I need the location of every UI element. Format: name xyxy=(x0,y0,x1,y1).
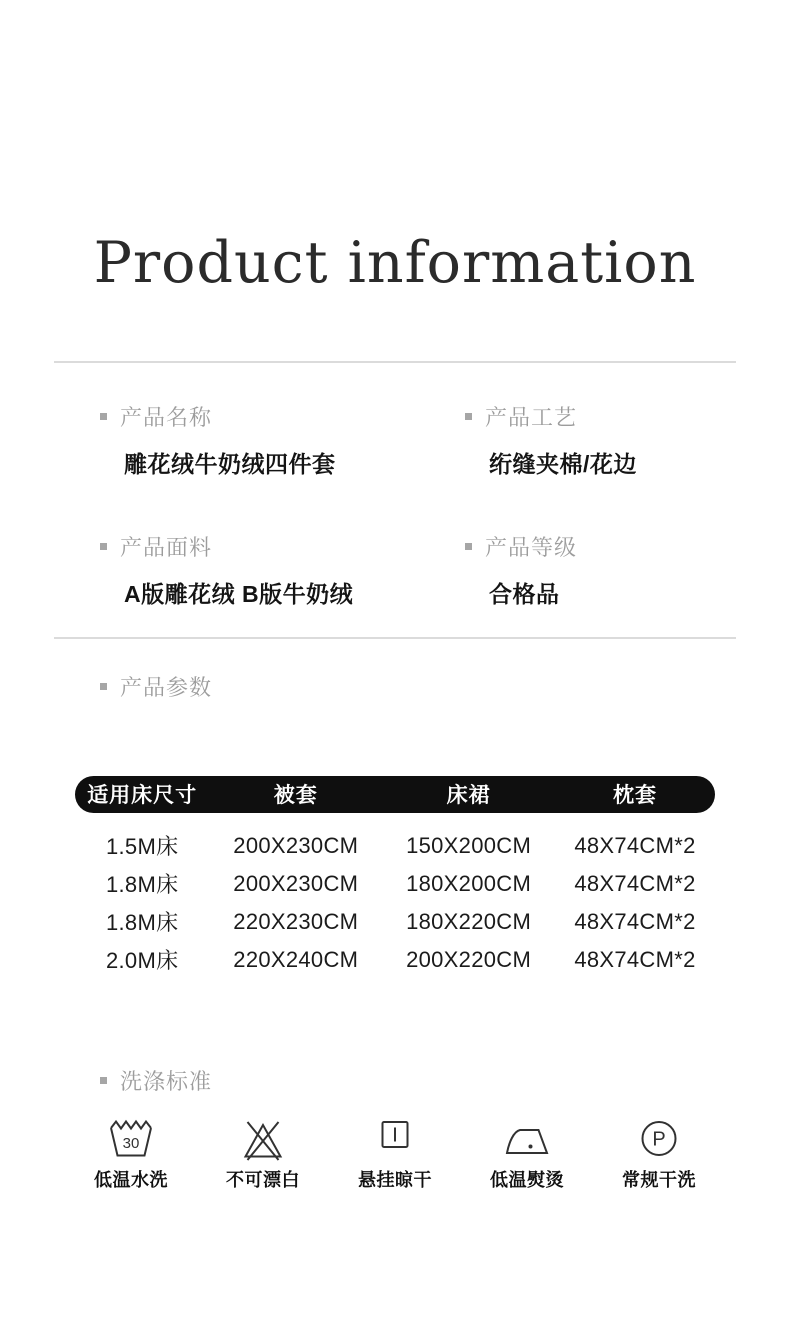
spec-table-body xyxy=(75,827,715,979)
cell-bed-skirt: 180X200CM xyxy=(406,870,532,896)
care-item-no-bleach xyxy=(207,1116,319,1192)
cell-bed-skirt: 200X220CM xyxy=(406,946,532,972)
iron-low-temp-icon xyxy=(503,1116,551,1162)
info-field-product-fabric xyxy=(100,531,465,609)
cell-pillowcase: 48X74CM*2 xyxy=(574,908,696,934)
care-label: 低温熨烫 xyxy=(490,1169,564,1190)
info-value: 雕花绒牛奶绒四件套 xyxy=(124,450,336,477)
section-label: 洗涤标准 xyxy=(120,1068,213,1094)
section-heading-parameters xyxy=(54,671,736,702)
product-info-grid xyxy=(54,401,736,609)
info-label: 产品面料 xyxy=(120,534,213,560)
wash-low-temp-icon xyxy=(107,1116,155,1162)
info-label: 产品等级 xyxy=(485,534,578,560)
care-item-iron-low-temp xyxy=(471,1116,583,1192)
cell-duvet-cover: 220X240CM xyxy=(233,946,359,972)
info-field-product-name xyxy=(100,401,465,479)
care-label: 低温水洗 xyxy=(94,1169,168,1190)
care-label: 常规干洗 xyxy=(622,1169,696,1190)
info-label: 产品名称 xyxy=(120,404,213,430)
cell-duvet-cover: 200X230CM xyxy=(233,832,359,858)
size-spec-table xyxy=(54,776,736,979)
cell-pillowcase: 48X74CM*2 xyxy=(574,870,696,896)
square-bullet-icon xyxy=(100,683,107,690)
cell-bed-size: 1.5M床 xyxy=(105,834,179,860)
spec-table-header xyxy=(75,776,715,813)
header-cell-pillowcase: 枕套 xyxy=(612,784,657,808)
cell-pillowcase: 48X74CM*2 xyxy=(574,832,696,858)
cell-bed-skirt: 180X220CM xyxy=(406,908,532,934)
header-cell-bed-size: 适用床尺寸 xyxy=(87,784,198,808)
care-label: 悬挂晾干 xyxy=(358,1169,432,1190)
square-bullet-icon xyxy=(465,413,472,420)
care-label: 不可漂白 xyxy=(226,1169,300,1190)
cell-bed-size: 2.0M床 xyxy=(105,948,179,974)
square-bullet-icon xyxy=(100,413,107,420)
cell-bed-skirt: 150X200CM xyxy=(406,832,532,858)
square-bullet-icon xyxy=(465,543,472,550)
info-field-product-grade xyxy=(465,531,736,609)
info-value: 绗缝夹棉/花边 xyxy=(489,450,637,477)
care-symbols-row xyxy=(54,1116,736,1192)
divider-top xyxy=(54,361,736,363)
section-label: 产品参数 xyxy=(120,674,213,700)
table-row xyxy=(75,903,715,941)
header-cell-duvet-cover: 被套 xyxy=(273,784,318,808)
cell-duvet-cover: 200X230CM xyxy=(233,870,359,896)
section-heading-washing xyxy=(54,1065,736,1096)
care-item-dry-clean xyxy=(603,1116,715,1192)
divider-middle xyxy=(54,637,736,639)
square-bullet-icon xyxy=(100,1077,107,1084)
cell-pillowcase: 48X74CM*2 xyxy=(574,946,696,972)
cell-bed-size: 1.8M床 xyxy=(105,872,179,898)
square-bullet-icon xyxy=(100,543,107,550)
no-bleach-icon xyxy=(239,1116,287,1162)
table-row xyxy=(75,827,715,865)
hang-dry-icon xyxy=(371,1116,419,1162)
table-row xyxy=(75,865,715,903)
page-title: Product information xyxy=(93,230,697,296)
info-field-product-craft xyxy=(465,401,736,479)
header-cell-bed-skirt: 床裙 xyxy=(446,784,491,808)
info-value: 合格品 xyxy=(489,580,560,607)
table-row xyxy=(75,941,715,979)
care-item-wash-low-temp xyxy=(75,1116,187,1192)
svg-text:30: 30 xyxy=(122,1134,140,1152)
info-label: 产品工艺 xyxy=(485,404,578,430)
care-item-hang-dry xyxy=(339,1116,451,1192)
info-value: A版雕花绒 B版牛奶绒 xyxy=(124,580,354,607)
cell-bed-size: 1.8M床 xyxy=(105,910,179,936)
dry-clean-icon xyxy=(635,1116,683,1162)
cell-duvet-cover: 220X230CM xyxy=(233,908,359,934)
svg-text:P: P xyxy=(652,1128,666,1151)
